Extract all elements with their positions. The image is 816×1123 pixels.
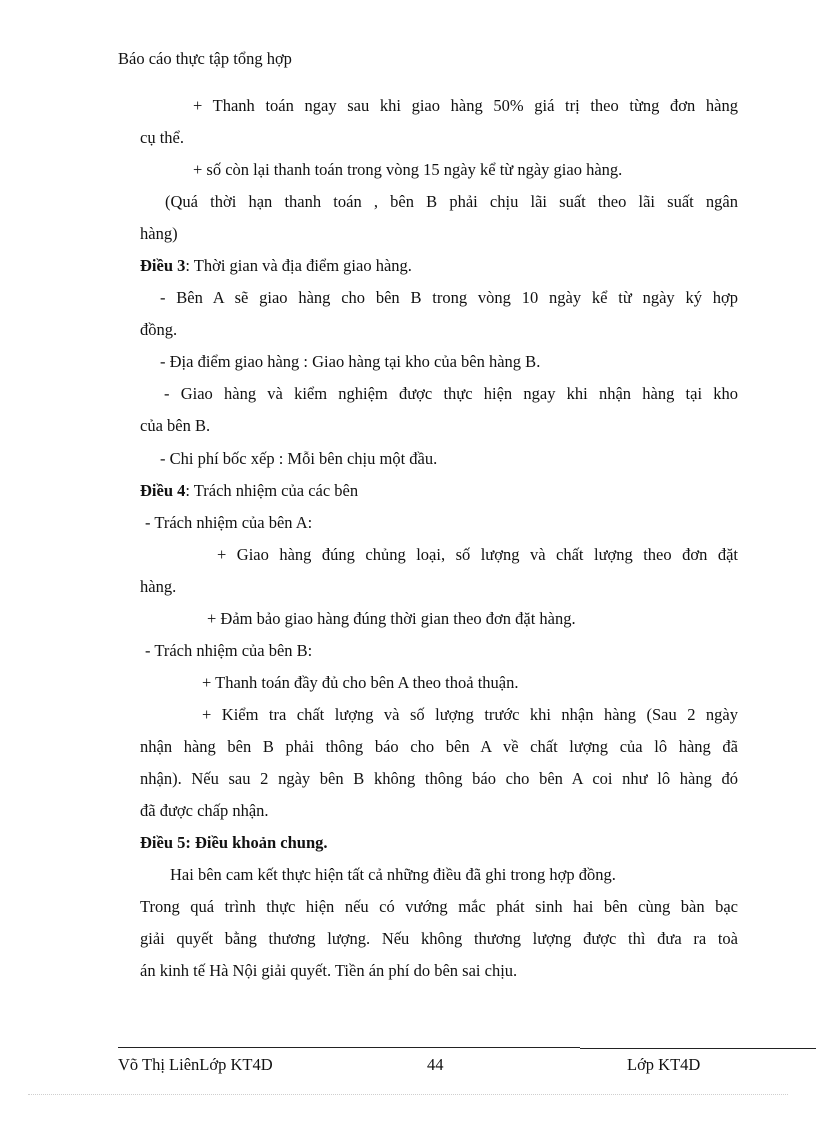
- paragraph-line: Hai bên cam kết thực hiện tất cả những điều đã ghi trong hợp đồng.: [170, 865, 616, 884]
- paragraph-line: + Thanh toán ngay sau khi giao hàng 50% giá trị theo từng đơn hàng: [193, 96, 738, 115]
- footer-divider: [118, 1047, 580, 1048]
- article-4-heading: [140, 481, 358, 501]
- paragraph-line: của bên B.: [140, 416, 211, 435]
- paragraph-line: - Bên A sẽ giao hàng cho bên B trong vòng 10 ngày kể từ ngày ký hợp: [160, 288, 738, 307]
- paragraph-line: + Kiểm tra chất lượng và số lượng trước khi nhận hàng (Sau 2 ngày: [202, 705, 738, 724]
- paragraph-line: hàng.: [140, 577, 177, 596]
- paragraph-line: Trong quá trình thực hiện nếu có vướng mắc phát sinh hai bên cùng bàn bạc: [140, 897, 738, 916]
- article-3-heading: [140, 256, 412, 276]
- paragraph-line: đã được chấp nhận.: [140, 801, 269, 820]
- paragraph-line: + số còn lại thanh toán trong vòng 15 ngày kể từ ngày giao hàng.: [193, 160, 623, 179]
- paragraph-line: - Trách nhiệm của bên A:: [145, 513, 313, 532]
- paragraph-line: - Giao hàng và kiểm nghiệm được thực hiện ngay khi nhận hàng tại kho: [164, 384, 738, 403]
- paragraph-line: đồng.: [140, 320, 178, 339]
- article-4-title: : Trách nhiệm của các bên: [185, 481, 359, 500]
- paragraph-line: (Quá thời hạn thanh toán , bên B phải chịu lãi suất theo lãi suất ngân: [165, 192, 738, 211]
- footer-class: Lớp KT4D: [627, 1055, 701, 1074]
- footer-divider: [580, 1048, 816, 1049]
- article-5-heading: Điều 5: Điều khoản chung.: [140, 833, 328, 852]
- paragraph-line: - Trách nhiệm của bên B:: [145, 641, 313, 660]
- page-bottom-border: [28, 1094, 788, 1095]
- paragraph-line: + Giao hàng đúng chủng loại, số lượng và chất lượng theo đơn đặt: [217, 545, 738, 564]
- paragraph-line: - Địa điểm giao hàng : Giao hàng tại kho của bên hàng B.: [160, 352, 541, 371]
- paragraph-line: cụ thể.: [140, 128, 184, 147]
- paragraph-line: giải quyết bằng thương lượng. Nếu không thương lượng được thì đưa ra toà: [140, 929, 738, 948]
- article-3-title: : Thời gian và địa điểm giao hàng.: [185, 256, 412, 275]
- footer-page-number: 44: [427, 1055, 444, 1074]
- paragraph-line: án kinh tế Hà Nội giải quyết. Tiền án phí do bên sai chịu.: [140, 961, 518, 980]
- article-3-label: Điều 3: [140, 256, 186, 275]
- paragraph-line: hàng): [140, 224, 178, 243]
- paragraph-line: + Thanh toán đầy đủ cho bên A theo thoả thuận.: [202, 673, 519, 692]
- paragraph-line: nhận hàng bên B phải thông báo cho bên A về chất lượng của lô hàng đã: [140, 737, 738, 756]
- paragraph-line: + Đảm bảo giao hàng đúng thời gian theo đơn đặt hàng.: [207, 609, 576, 628]
- paragraph-line: nhận). Nếu sau 2 ngày bên B không thông báo cho bên A coi như lô hàng đó: [140, 769, 738, 788]
- footer-author: Võ Thị LiênLớp KT4D: [118, 1055, 273, 1074]
- page-header: Báo cáo thực tập tổng hợp: [118, 49, 292, 68]
- article-4-label: Điều 4: [140, 481, 186, 500]
- paragraph-line: - Chi phí bốc xếp : Mỗi bên chịu một đầu.: [160, 449, 438, 468]
